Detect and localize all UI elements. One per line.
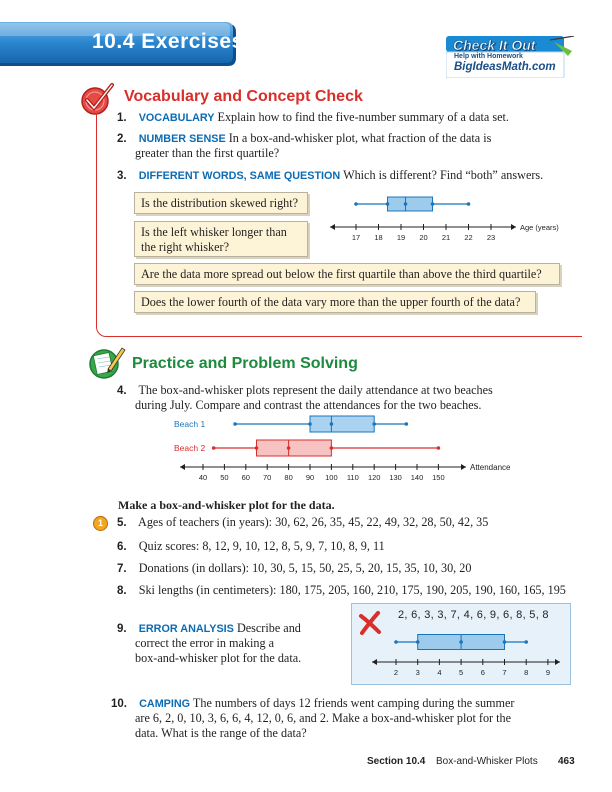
question-4-text-2: during July. Compare and contrast the attendances for the two beaches.	[135, 398, 482, 412]
question-3-text: Which is different? Find “both” answers.	[343, 168, 544, 182]
question-2-text-2: greater than the first quartile?	[135, 146, 280, 160]
question-10-keyword: CAMPING	[139, 698, 191, 710]
age-point-q1	[386, 202, 390, 206]
age-box-plot	[330, 190, 570, 250]
option-box-2	[134, 221, 308, 257]
question-3-number: 3.	[117, 170, 127, 182]
beach-1-point-median	[330, 422, 334, 426]
question-5-text: Ages of teachers (in years): 30, 62, 26, 35, 45, 22, 49, 32, 28, 50, 42, 35	[138, 515, 489, 529]
beach-1-point-q1	[308, 422, 312, 426]
error-point-q1	[416, 640, 420, 644]
question-7-number: 7.	[117, 563, 127, 575]
error-point-min	[394, 640, 398, 644]
page-number: 463	[558, 756, 575, 767]
question-10	[111, 696, 514, 712]
question-10-text-2: are 6, 2, 0, 10, 3, 6, 6, 4, 12, 0, 6, and 2. Make a box-and-whisker plot for the	[135, 711, 512, 725]
vocab-rule-corner	[96, 325, 112, 337]
age-tick-label-19: 19	[396, 233, 406, 242]
attendance-tick-label-80: 80	[284, 473, 293, 482]
question-6	[117, 539, 385, 555]
question-8-text: Ski lengths (in centimeters): 180, 175, 205, 160, 210, 175, 190, 205, 190, 160, 165, 195	[138, 583, 566, 597]
question-6-text: Quiz scores: 8, 12, 9, 10, 12, 8, 5, 9, 7, 10, 8, 9, 11	[138, 539, 385, 553]
question-8-number: 8.	[117, 585, 127, 597]
attendance-tick-label-110: 110	[346, 473, 359, 482]
question-5	[117, 515, 488, 531]
beach-2-label: Beach 2	[174, 443, 206, 453]
error-point-max	[524, 640, 528, 644]
badge-title: Check It Out	[453, 37, 536, 53]
error-point-q3	[503, 640, 507, 644]
question-9-keyword: ERROR ANALYSIS	[138, 623, 234, 635]
error-tick-label-5: 5	[459, 668, 464, 677]
question-2-text-1: In a box-and-whisker plot, what fraction of the data is	[228, 131, 492, 145]
age-point-min	[354, 202, 358, 206]
attendance-tick-label-140: 140	[410, 473, 424, 482]
beach-2-point-median	[287, 446, 291, 450]
question-1-text: Explain how to find the five-number summary of a data set.	[217, 110, 509, 124]
question-1	[117, 110, 509, 126]
age-tick-label-18: 18	[374, 233, 383, 242]
question-7-text: Donations (in dollars): 10, 30, 5, 15, 50, 25, 5, 20, 15, 35, 10, 30, 20	[138, 561, 472, 575]
attendance-axis-right-arrow	[461, 464, 466, 470]
question-1-number: 1.	[117, 112, 127, 124]
attendance-tick-label-130: 130	[389, 473, 402, 482]
question-4-number: 4.	[117, 385, 127, 397]
option-box-3: Are the data more spread out below the first quartile than above the third quartile?	[134, 263, 560, 285]
beach-2-point-min	[212, 446, 216, 450]
vocab-bottom-rule	[112, 336, 582, 337]
section-title: 10.4 Exercises	[92, 30, 244, 53]
practice-section-title: Practice and Problem Solving	[132, 355, 358, 372]
question-9	[117, 621, 301, 637]
question-1-keyword: VOCABULARY	[138, 112, 215, 124]
age-point-median	[404, 202, 408, 206]
help-badge[interactable]: 1	[93, 516, 108, 531]
error-data-text: 2, 6, 3, 3, 7, 4, 6, 9, 6, 8, 5, 8	[398, 609, 549, 621]
age-tick-label-21: 21	[441, 233, 451, 242]
age-point-max	[467, 202, 471, 206]
question-4-text-1: The box-and-whisker plots represent the daily attendance at two beaches	[138, 383, 493, 397]
beach-1-box	[310, 416, 374, 432]
error-tick-label-4: 4	[437, 668, 442, 677]
age-axis-right-arrow	[511, 224, 516, 230]
error-point-median	[459, 640, 463, 644]
error-tick-label-7: 7	[502, 668, 507, 677]
error-axis-right-arrow	[555, 659, 560, 665]
attendance-tick-label-150: 150	[432, 473, 445, 482]
question-8	[117, 583, 566, 599]
badge-subtitle: Help with Homework	[454, 53, 523, 60]
beach-1-label: Beach 1	[174, 419, 206, 429]
vocab-section-title: Vocabulary and Concept Check	[124, 88, 363, 105]
beach-2-point-q3	[330, 446, 334, 450]
instruction-heading: Make a box-and-whisker plot for the data.	[118, 498, 335, 512]
error-tick-label-2: 2	[393, 668, 399, 677]
attendance-tick-label-50: 50	[220, 473, 229, 482]
question-9-text-3: box-and-whisker plot for the data.	[135, 651, 302, 665]
attendance-tick-label-60: 60	[241, 473, 250, 482]
beach-attendance-box-plots	[170, 414, 530, 486]
question-5-number: 5.	[117, 517, 127, 529]
question-10-text-1: The numbers of days 12 friends went camping during the summer	[192, 696, 515, 710]
question-9-number: 9.	[117, 623, 127, 635]
age-box	[388, 197, 433, 211]
attendance-axis-label: Attendance	[470, 463, 511, 472]
vocab-side-rule	[96, 113, 97, 325]
error-tick-label-3: 3	[415, 668, 420, 677]
error-axis-left-arrow	[372, 659, 377, 665]
question-2	[117, 131, 491, 147]
option-box-2-line-2: the right whisker?	[141, 240, 229, 254]
beach-1-point-max	[405, 422, 409, 426]
question-10-number: 10.	[111, 698, 127, 710]
age-tick-label-23: 23	[486, 233, 496, 242]
age-tick-label-20: 20	[419, 233, 428, 242]
question-2-number: 2.	[117, 133, 127, 145]
footer-title: Box-and-Whisker Plots	[436, 756, 538, 767]
age-point-q3	[431, 202, 435, 206]
option-box-1: Is the distribution skewed right?	[134, 192, 308, 214]
option-box-2-line-1: Is the left whisker longer than	[141, 225, 287, 239]
error-tick-label-9: 9	[545, 668, 550, 677]
age-axis-left-arrow	[330, 224, 335, 230]
attendance-tick-label-40: 40	[198, 473, 208, 482]
age-tick-label-17: 17	[351, 233, 361, 242]
attendance-tick-label-120: 120	[367, 473, 381, 482]
badge-url[interactable]: BigIdeasMath.com	[454, 61, 556, 73]
footer-section: Section 10.4	[367, 756, 426, 767]
question-3-keyword: DIFFERENT WORDS, SAME QUESTION	[138, 170, 341, 182]
red-check-icon	[78, 80, 118, 120]
question-3	[117, 168, 543, 184]
question-2-keyword: NUMBER SENSE	[138, 133, 226, 145]
beach-2-box	[257, 440, 332, 456]
error-box-plot	[370, 628, 570, 682]
age-axis-label: Age (years)	[520, 223, 559, 232]
beach-1-point-min	[233, 422, 237, 426]
option-box-4: Does the lower fourth of the data vary more than the upper fourth of the data?	[134, 291, 536, 313]
attendance-tick-label-70: 70	[263, 473, 272, 482]
beach-1-point-q3	[372, 422, 376, 426]
question-4	[117, 383, 493, 399]
beach-2-point-q1	[255, 446, 259, 450]
question-9-text-2: correct the error in making a	[135, 636, 275, 650]
error-tick-label-8: 8	[524, 668, 529, 677]
beach-2-point-max	[437, 446, 441, 450]
attendance-axis-left-arrow	[180, 464, 185, 470]
attendance-tick-label-100: 100	[325, 473, 338, 482]
question-10-text-3: data. What is the range of the data?	[135, 726, 307, 740]
age-tick-label-22: 22	[464, 233, 473, 242]
attendance-tick-label-90: 90	[305, 473, 315, 482]
notebook-pencil-icon	[86, 342, 128, 382]
question-6-number: 6.	[117, 541, 127, 553]
question-7	[117, 561, 471, 577]
error-tick-label-6: 6	[480, 668, 485, 677]
question-9-text-1: Describe and	[236, 621, 301, 635]
